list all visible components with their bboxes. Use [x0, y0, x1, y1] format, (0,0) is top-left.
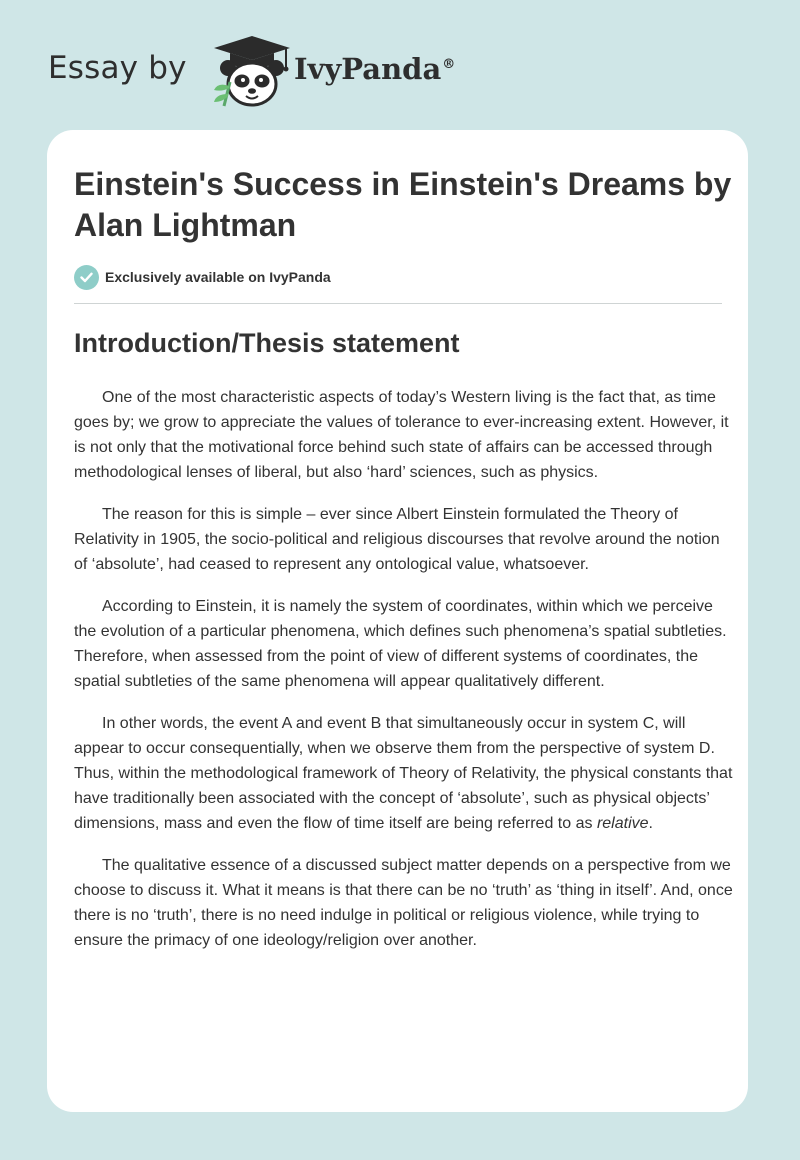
exclusive-badge-text: Exclusively available on IvyPanda [105, 269, 331, 285]
essay-title: Einstein's Success in Einstein's Dreams by Alan Lightman [74, 166, 732, 243]
panda-graduate-logo-icon [200, 34, 292, 108]
paragraph-5: The qualitative essence of a discussed subject matter depends on a perspective from we choose to discuss it. What it means is that there can be no ‘truth’ as ‘thing in itself’. And, once there is no ‘truth’, there is no need indulge in political or religious violence, while trying to ensure the primacy of one ideology/religion over another. [74, 857, 733, 949]
check-circle-icon [74, 265, 99, 290]
paragraph-2: The reason for this is simple – ever since Albert Einstein formulated the Theory of Relativity in 1905, the socio-political and religious discourses that revolve around the notion of ‘absolute’, had ceased to represent any ontological value, whatsoever. [74, 506, 720, 573]
paragraph-4 [74, 711, 734, 836]
exclusive-badge [74, 264, 331, 290]
brand-header[interactable] [48, 30, 468, 110]
paragraph-1: One of the most characteristic aspects of today’s Western living is the fact that, as time goes by; we grow to appreciate the values of tolerance to ever-increasing extent. However, it is not only that the motivational force behind such state of affairs can be accessed through methodological lenses of liberal, but also ‘hard’ sciences, such as physics. [74, 389, 729, 481]
paragraph-4-end: . [648, 815, 653, 832]
essay-body [74, 385, 734, 970]
paragraph-4-text: In other words, the event A and event B that simultaneously occur in system C, will appear to occur consequentially, when we observe them from the perspective of system D. Thus, within the methodological framework of Theory of Relativity, the physical constants that have traditionally been associated with the concept of ‘absolute’, such as physical objects’ dimensions, mass and even the flow of time itself are being referred to as [74, 715, 733, 832]
paragraph-3: According to Einstein, it is namely the system of coordinates, within which we perceive the evolution of a particular phenomena, which defines such phenomena’s spatial subtleties. Therefore, when assessed from the point of view of different systems of coordinates, the spatial subtleties of the same phenomena will appear qualitatively different. [74, 598, 727, 690]
divider [74, 303, 722, 304]
brand-name-text: IvyPanda [294, 52, 442, 86]
brand-prefix: Essay by [48, 50, 187, 86]
paragraph-4-emphasis: relative [596, 815, 649, 832]
essay-card [47, 130, 748, 1112]
section-heading: Introduction/Thesis statement [74, 328, 460, 358]
registered-mark: ® [442, 57, 456, 73]
brand-name [294, 52, 455, 86]
